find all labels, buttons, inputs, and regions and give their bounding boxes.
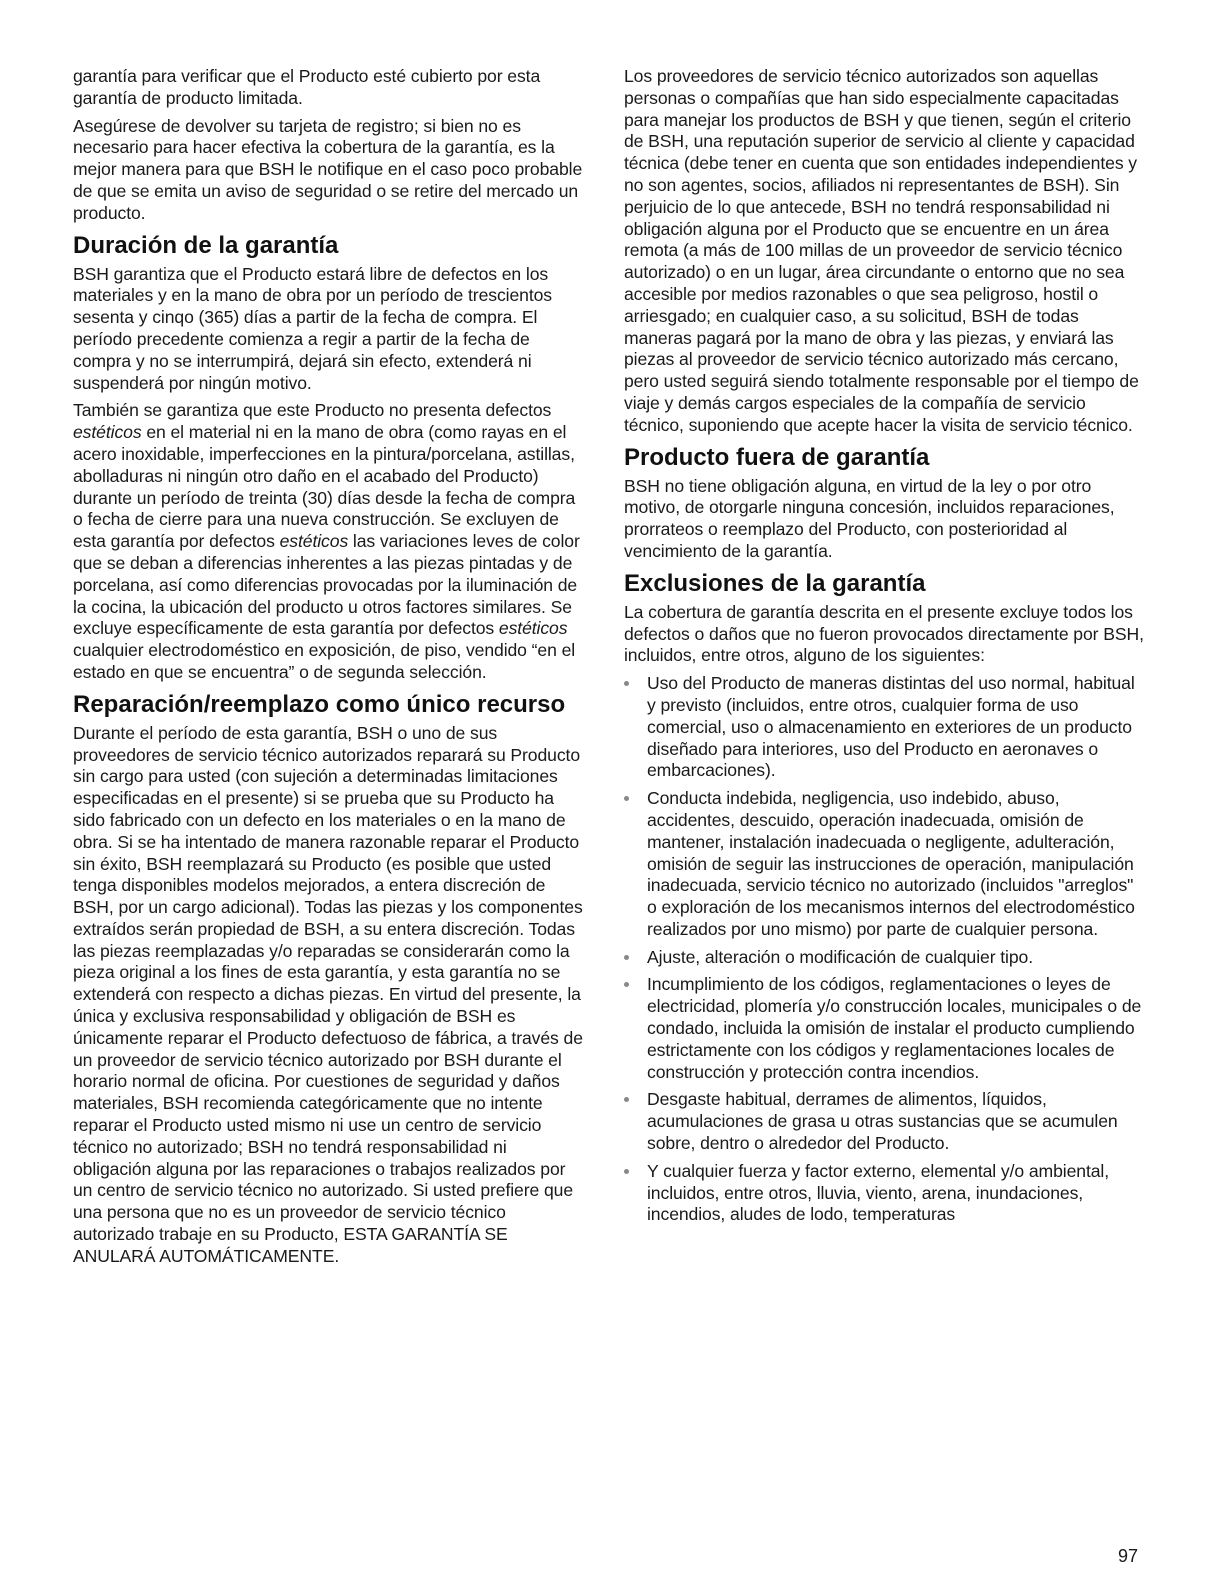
list-item	[624, 974, 1144, 1083]
cosmetic-text-a: También se garantiza que este Producto no presenta defectos	[73, 400, 552, 421]
bullet-icon	[624, 955, 629, 960]
right-column	[624, 66, 1144, 1232]
list-item	[624, 673, 1144, 782]
heading-duracion: Duración de la garantía	[73, 231, 339, 259]
list-item-text: Ajuste, alteración o modificación de cualquier tipo.	[647, 946, 1033, 967]
list-item-text: Desgaste habitual, derrames de alimentos, líquidos, acumulaciones de grasa u otras sustancias que se acumulen sobre, dentro o alrededor del Producto.	[647, 1089, 1118, 1154]
list-item-text: Conducta indebida, negligencia, uso indebido, abuso, accidentes, descuido, operación inadecuada, omisión de mantener, instalación inadecuada o negligente, adulteración, omisión de seguir las instrucciones de operación, manipulación inadecuada, servicio técnico no autorizado (incluidos "arreglos" o exploración de los mecanismos internos del electrodoméstico realizados por uno mismo) por parte de cualquier persona.	[647, 788, 1135, 939]
cosmetic-em-3: estéticos	[498, 618, 568, 639]
list-item	[624, 1089, 1144, 1154]
exclusions-list	[624, 673, 1144, 1226]
heading-fuera: Producto fuera de garantía	[624, 443, 930, 471]
cosmetic-em-2: estéticos	[279, 531, 349, 552]
exclusiones-paragraph: La cobertura de garantía descrita en el presente excluye todos los defectos o daños que no fueron provocados directamente por BSH, incluidos, entre otros, alguno de los siguientes:	[624, 601, 1144, 666]
bullet-icon	[624, 1097, 629, 1102]
providers-paragraph: Los proveedores de servicio técnico autorizados son aquellas personas o compañías que han sido especialmente capacitadas para manejar los productos de BSH y que tienen, según el criterio de BSH, una reputación superior de servicio al cliente y capacidad técnica (debe tener en cuenta que son entidades independientes y no son agentes, socios, afiliados ni representantes de BSH). Sin perjuicio de lo que antecede, BSH no tendrá responsabilidad ni obligación alguna por el Producto que se encuentre en un área remota (a más de 100 millas de un proveedor de servicio técnico autorizado) o en un lugar, área circundante o entorno que no sea accesible por medios razonables o que sea peligroso, hostil o arriesgado; en cualquier caso, a su solicitud, BSH de todas maneras pagará por la mano de obra y las piezas, y enviará las piezas al proveedor de servicio técnico autorizado más cercano, pero usted seguirá siendo totalmente responsable por el tiempo de viaje y demás cargos especiales de la compañía de servicio técnico, suponiendo que acepte hacer la visita de servicio técnico.	[624, 66, 1139, 435]
cosmetic-text-c: las variaciones leves de color que se deban a diferencias inherentes a las piezas pintadas y de porcelana, así como diferencias provocadas por la iluminación de la cocina, la ubicación del producto u otros factores similares. Se excluye específicamente de esta garantía por defectos	[73, 531, 580, 639]
cosmetic-text-d: cualquier electrodoméstico en exposición, de piso, vendido “en el estado en que se encuentra” o de segunda selección.	[73, 640, 576, 682]
heading-exclusiones: Exclusiones de la garantía	[624, 569, 926, 597]
bullet-icon	[624, 796, 629, 801]
bullet-icon	[624, 1169, 629, 1174]
page-number: 97	[1118, 1546, 1139, 1566]
list-item	[624, 788, 1144, 941]
fuera-paragraph: BSH no tiene obligación alguna, en virtud de la ley o por otro motivo, de otorgarle ninguna concesión, incluidos reparaciones, prorrateos o reemplazo del Producto, con posterioridad al vencimiento de la garantía.	[624, 475, 1115, 561]
list-item-text: Y cualquier fuerza y factor externo, elemental y/o ambiental, incluidos, entre otros, lluvia, viento, arena, inundaciones, incendios, aludes de lodo, temperaturas	[647, 1160, 1110, 1225]
list-item	[624, 1161, 1144, 1226]
heading-reparacion: Reparación/reemplazo como único recurso	[73, 690, 566, 718]
cosmetic-text-b: en el material ni en la mano de obra (como rayas en el acero inoxidable, imperfecciones en la pintura/porcelana, astillas, abolladuras ni ningún otro daño en el acabado del Producto) durante un período de treinta (30) días desde la fecha de compra o fecha de cierre para una nueva construcción. Se excluyen de esta garantía por defectos	[73, 422, 576, 552]
bullet-icon	[624, 982, 629, 987]
list-item-text: Incumplimiento de los códigos, reglamentaciones o leyes de electricidad, plomería y/o construcción locales, municipales o de condado, incluida la omisión de instalar el producto cumpliendo estrictamente con los códigos y reglamentaciones locales de construcción y protección contra incendios.	[647, 974, 1142, 1082]
bullet-icon	[624, 681, 629, 686]
reparacion-paragraph: Durante el período de esta garantía, BSH o uno de sus proveedores de servicio técnico autorizados reparará su Producto sin cargo para usted (con sujeción a determinadas limitaciones especificadas en el presente) si se prueba que su Producto ha sido fabricado con un defecto en los materiales o en la mano de obra. Si se ha intentado de manera razonable reparar el Producto sin éxito, BSH reemplazará su Producto (es posible que usted tenga disponibles modelos mejorados, a entera discreción de BSH, por un cargo adicional). Todas las piezas y los componentes extraídos serán propiedad de BSH, a su entera discreción. Todas las piezas reemplazadas y/o reparadas se considerarán como la pieza original a los fines de esta garantía, y esta garantía no se extenderá con respecto a dichas piezas. En virtud del presente, la única y exclusiva responsabilidad y obligación de BSH es únicamente reparar el Producto defectuoso de fábrica, a través de un proveedor de servicio técnico autorizado por BSH durante el horario normal de oficina. Por cuestiones de seguridad y daños materiales, BSH recomienda categóricamente que no intente reparar el Producto usted mismo ni use un centro de servicio técnico no autorizado; BSH no tendrá responsabilidad ni obligación alguna por las reparaciones o trabajos realizados por un centro de servicio técnico no autorizado. Si usted prefiere que una persona que no es un proveedor de servicio técnico autorizado trabaje en su Producto, ESTA GARANTÍA SE ANULARÁ AUTOMÁTICAMENTE.	[73, 722, 583, 1266]
intro-paragraph: garantía para verificar que el Producto esté cubierto por esta garantía de producto limitada.	[73, 66, 541, 108]
cosmetic-em-1: estéticos	[73, 422, 142, 443]
duracion-paragraph: BSH garantiza que el Producto estará libre de defectos en los materiales y en la mano de obra por un período de trescientos sesenta y cinqo (365) días a partir de la fecha de compra. El período precedente comienza a regir a partir de la fecha de compra y no se interrumpirá, dejará sin efecto, extenderá ni suspenderá por ningún motivo.	[73, 263, 552, 393]
list-item	[624, 947, 1144, 969]
list-item-text: Uso del Producto de maneras distintas del uso normal, habitual y previsto (incluidos, entre otros, cualquier forma de uso comercial, uso o almacenamiento en exteriores de un producto diseñado para interiores, uso del Producto en aeronaves o embarcaciones).	[647, 673, 1135, 781]
left-column	[73, 66, 585, 1274]
cosmetic-paragraph	[73, 400, 585, 683]
registration-paragraph: Asegúrese de devolver su tarjeta de registro; si bien no es necesario para hacer efectiva la cobertura de la garantía, es la mejor manera para que BSH le notifique en el caso poco probable de que se emita un aviso de seguridad o se retire del mercado un producto.	[73, 115, 583, 223]
